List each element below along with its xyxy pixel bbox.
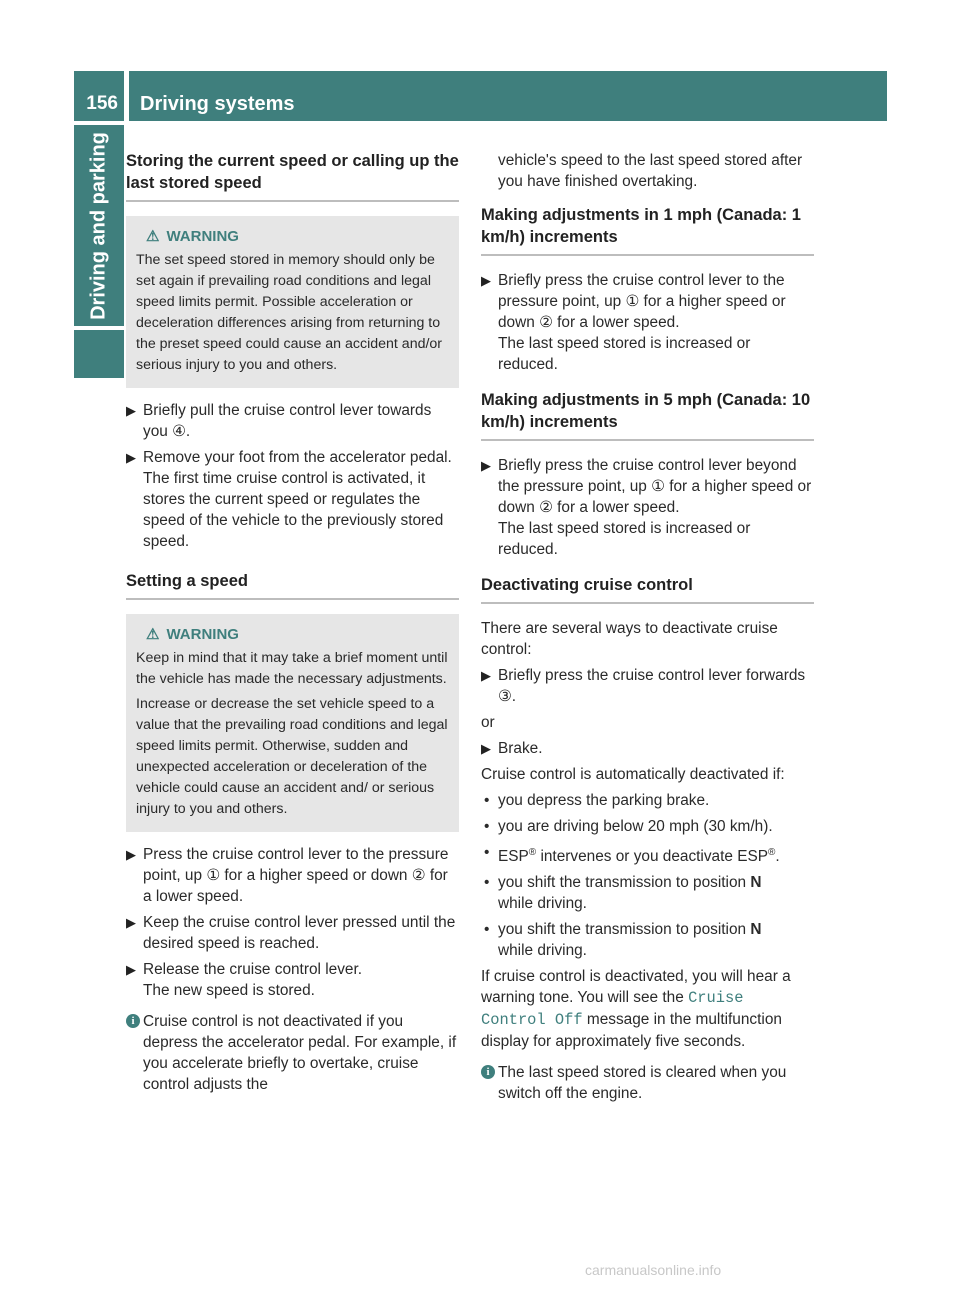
step-result: The last speed stored is increased or reduced.	[498, 335, 751, 373]
step	[126, 844, 459, 907]
triangle-right-icon: ▶	[481, 458, 491, 473]
paragraph-text: If cruise control is deactivated, you will hear a warning tone. You will see the	[481, 968, 791, 1007]
section-title: Driving systems	[129, 71, 887, 121]
info-continued: vehicle's speed to the last speed stored after you have finished overtaking.	[498, 152, 803, 190]
step-text: Press the cruise control lever to the pressure point, up ① for a higher speed or down ② for a lower speed.	[143, 846, 449, 905]
step-text: Keep the cruise control lever pressed until the desired speed is reached.	[143, 914, 456, 952]
step	[126, 400, 459, 442]
step	[481, 455, 814, 560]
step-result: The first time cruise control is activated, it stores the current speed or regulates the speed of the vehicle to the previously stored speed.	[143, 470, 444, 550]
step-text: Briefly press the cruise control lever beyond the pressure point, up ① for a higher speed or down ② for a lower speed.	[498, 457, 812, 516]
side-tab	[74, 125, 124, 326]
bullet-dot: •	[484, 818, 490, 835]
step	[126, 447, 459, 552]
heading-deactivating: Deactivating cruise control	[481, 574, 814, 604]
warning-heading	[136, 226, 451, 247]
heading-storing-speed: Storing the current speed or calling up the last stored speed	[126, 150, 459, 202]
list-item-text: you depress the parking brake.	[498, 792, 710, 809]
list-item-text: ESP	[498, 848, 529, 866]
display-message: Cruise Control Off	[481, 989, 744, 1030]
bullet-dot: •	[484, 874, 490, 892]
list-item	[481, 919, 814, 961]
side-tab-label: Driving and parking	[87, 131, 110, 320]
step-text: Briefly press the cruise control lever to the pressure point, up ① for a higher speed or down ② for a lower speed.	[498, 272, 786, 331]
warning-heading	[136, 624, 451, 645]
right-column	[481, 150, 814, 1109]
warning-box	[126, 216, 459, 388]
step	[126, 959, 459, 1001]
list-item-text: you are driving below 20 mph (30 km/h).	[498, 818, 773, 835]
list-item-text: you shift the transmission to position	[498, 921, 751, 939]
heading-1mph: Making adjustments in 1 mph (Canada: 1 km/h) increments	[481, 204, 814, 256]
warning-text: Keep in mind that it may take a brief moment until the vehicle has made the necessary adjustments.	[136, 650, 448, 687]
step-text: Briefly press the cruise control lever forwards ③.	[498, 667, 806, 705]
step	[126, 912, 459, 954]
paragraph: There are several ways to deactivate cruise control:	[481, 620, 778, 658]
warning-text: The set speed stored in memory should only be set again if prevailing road conditions and legal speed limits permit. Possible acceleration or deceleration differences arising from returning to the preset speed could cause an accident and/or serious injury to you and others.	[136, 252, 443, 373]
warning-box	[126, 614, 459, 832]
triangle-right-icon: ▶	[481, 668, 491, 683]
triangle-right-icon: ▶	[126, 450, 136, 465]
step-text: Brake.	[498, 740, 543, 757]
triangle-right-icon: ▶	[481, 741, 491, 756]
gear-position: N	[750, 921, 762, 939]
info-note	[481, 1062, 814, 1104]
triangle-right-icon: ▶	[126, 962, 136, 977]
paragraph-or: or	[481, 714, 495, 731]
list-item-text: .	[775, 848, 780, 866]
info-text: Cruise control is not deactivated if you depress the accelerator pedal. For example, if you accelerate briefly to overtake, cruise control adjusts the	[143, 1013, 457, 1093]
registered-mark: ®	[768, 847, 776, 858]
step-result: The new speed is stored.	[143, 982, 315, 999]
side-tab-marker	[74, 330, 124, 378]
left-column	[126, 150, 459, 1100]
page-number: 156	[74, 71, 124, 121]
paragraph	[481, 966, 814, 1052]
warning-triangle-icon: ⚠	[146, 228, 160, 245]
watermark: carmanualsonline.info	[585, 1262, 722, 1278]
list-item	[481, 816, 814, 837]
step	[481, 738, 814, 759]
list-item-text: while driving.	[498, 895, 587, 913]
list-item	[481, 842, 814, 867]
list-item-text: you shift the transmission to position	[498, 874, 751, 892]
triangle-right-icon: ▶	[126, 915, 136, 930]
step-text: Remove your foot from the accelerator pedal.	[143, 449, 452, 466]
info-icon: i	[126, 1014, 140, 1028]
heading-setting-speed: Setting a speed	[126, 570, 459, 600]
paragraph-text: message in the multifunction display for approximately five seconds.	[481, 1011, 782, 1051]
heading-5mph: Making adjustments in 5 mph (Canada: 10 km/h) increments	[481, 389, 814, 441]
step-text: Briefly pull the cruise control lever towards you ④.	[143, 402, 432, 440]
list-item-text: intervenes or you deactivate ESP	[536, 848, 769, 866]
warning-title: WARNING	[166, 228, 239, 245]
warning-triangle-icon: ⚠	[146, 626, 160, 643]
bullet-dot: •	[484, 921, 490, 939]
warning-text: Increase or decrease the set vehicle speed to a value that the prevailing road conditions and legal speed limits permit. Otherwise, sudden and unexpected acceleration or deceleration of the vehicle could cause an accident and/ or serious injury to you and others.	[136, 696, 448, 817]
bullet-dot: •	[484, 844, 490, 861]
triangle-right-icon: ▶	[481, 273, 491, 288]
registered-mark: ®	[528, 847, 537, 858]
list-item	[481, 872, 814, 914]
step	[481, 270, 814, 375]
info-text: The last speed stored is cleared when you switch off the engine.	[498, 1064, 787, 1103]
step-result: The last speed stored is increased or reduced.	[498, 520, 751, 558]
triangle-right-icon: ▶	[126, 847, 136, 862]
info-icon: i	[481, 1065, 495, 1079]
list-item-text: while driving.	[498, 942, 587, 960]
list-item	[481, 790, 814, 811]
step-text: Release the cruise control lever.	[143, 961, 363, 978]
gear-position: N	[750, 874, 762, 892]
bullet-dot: •	[484, 792, 490, 809]
warning-title: WARNING	[166, 626, 239, 643]
triangle-right-icon: ▶	[126, 403, 136, 418]
info-note	[126, 1011, 459, 1095]
step	[481, 665, 814, 707]
paragraph: Cruise control is automatically deactivated if:	[481, 766, 785, 783]
